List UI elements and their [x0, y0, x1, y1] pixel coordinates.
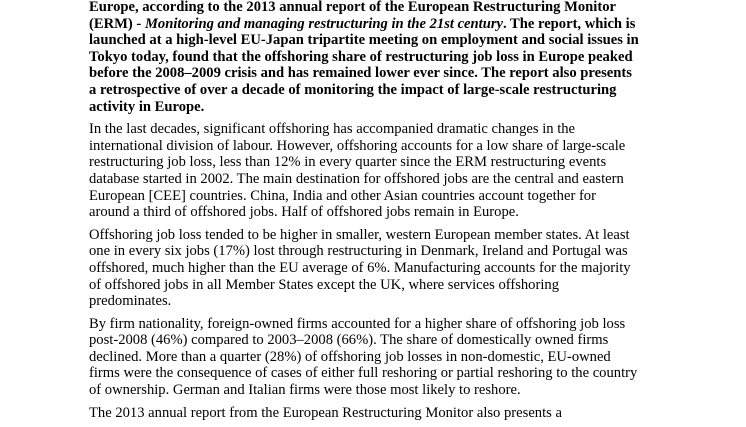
text-line: restructuring job loss, less than 12% in every quarter since the ERM restructuring events [89, 154, 607, 171]
document-page [89, 0, 669, 427]
text-line: post-2008 (46%) compared to 2003–2008 (66%). The share of domestically owned firms [89, 332, 609, 349]
text-line: database started in 2002. The main destination for offshored jobs are the central and eastern [89, 170, 624, 187]
report-title: Monitoring and managing restructuring in the 21st century [144, 15, 503, 32]
text-line: Offshoring job loss tended to be higher in smaller, western European member states. At least [89, 226, 630, 243]
lead-line: Europe, according to the 2013 annual report of the European Restructuring Monitor [89, 0, 616, 15]
lead-line [89, 16, 669, 33]
text-line: The 2013 annual report from the European Restructuring Monitor also presents a [89, 404, 562, 421]
text-line: By firm nationality, foreign-owned firms accounted for a higher share of offshoring job loss [89, 315, 626, 332]
text-line: international division of labour. However, offshoring accounts for a low share of large-scale [89, 137, 626, 154]
text-line: In the last decades, significant offshoring has accompanied dramatic changes in the [89, 121, 576, 138]
text-line: around a third of offshored jobs. Half of offshored jobs remain in Europe. [89, 204, 519, 221]
lead-text: (ERM) - [89, 15, 145, 32]
text-line: declined. More than a quarter (28%) of offshoring job losses in non-domestic, EU-owned [89, 348, 611, 365]
text-line: one in every six jobs (17%) lost through restructuring in Denmark, Ireland and Portugal was [89, 243, 628, 260]
body-paragraph-member-states [89, 227, 669, 310]
lead-line: Tokyo today, found that the offshoring share of restructuring job loss in Europe peaked [89, 48, 633, 65]
lead-line: launched at a high-level EU-Japan tripartite meeting on employment and social issues in [89, 32, 639, 49]
lead-paragraph [89, 0, 669, 115]
lead-line: a retrospective of over a decade of monitoring the impact of large-scale restructuring [89, 81, 617, 98]
text-line: European [CEE] countries. China, India and other Asian countries account together for [89, 187, 596, 204]
lead-line: activity in Europe. [89, 98, 205, 115]
lead-text: . The report, which is [502, 15, 636, 32]
text-line: of offshored jobs in all Member States except the UK, where services offshoring [89, 276, 559, 293]
body-paragraph-firm-nationality [89, 316, 669, 399]
lead-line: before the 2008–2009 crisis and has remained lower ever since. The report also presents [89, 65, 632, 82]
text-line: firms were the consequence of cases of either full reshoring or partial reshoring to the country [89, 365, 638, 382]
text-line: predominates. [89, 293, 172, 310]
text-line: offshored, much higher than the EU average of 6%. Manufacturing accounts for the majority [89, 259, 631, 276]
text-line: of ownership. German and Italian firms were those most likely to reshore. [89, 382, 521, 399]
body-paragraph-offshoring-overview [89, 121, 669, 221]
